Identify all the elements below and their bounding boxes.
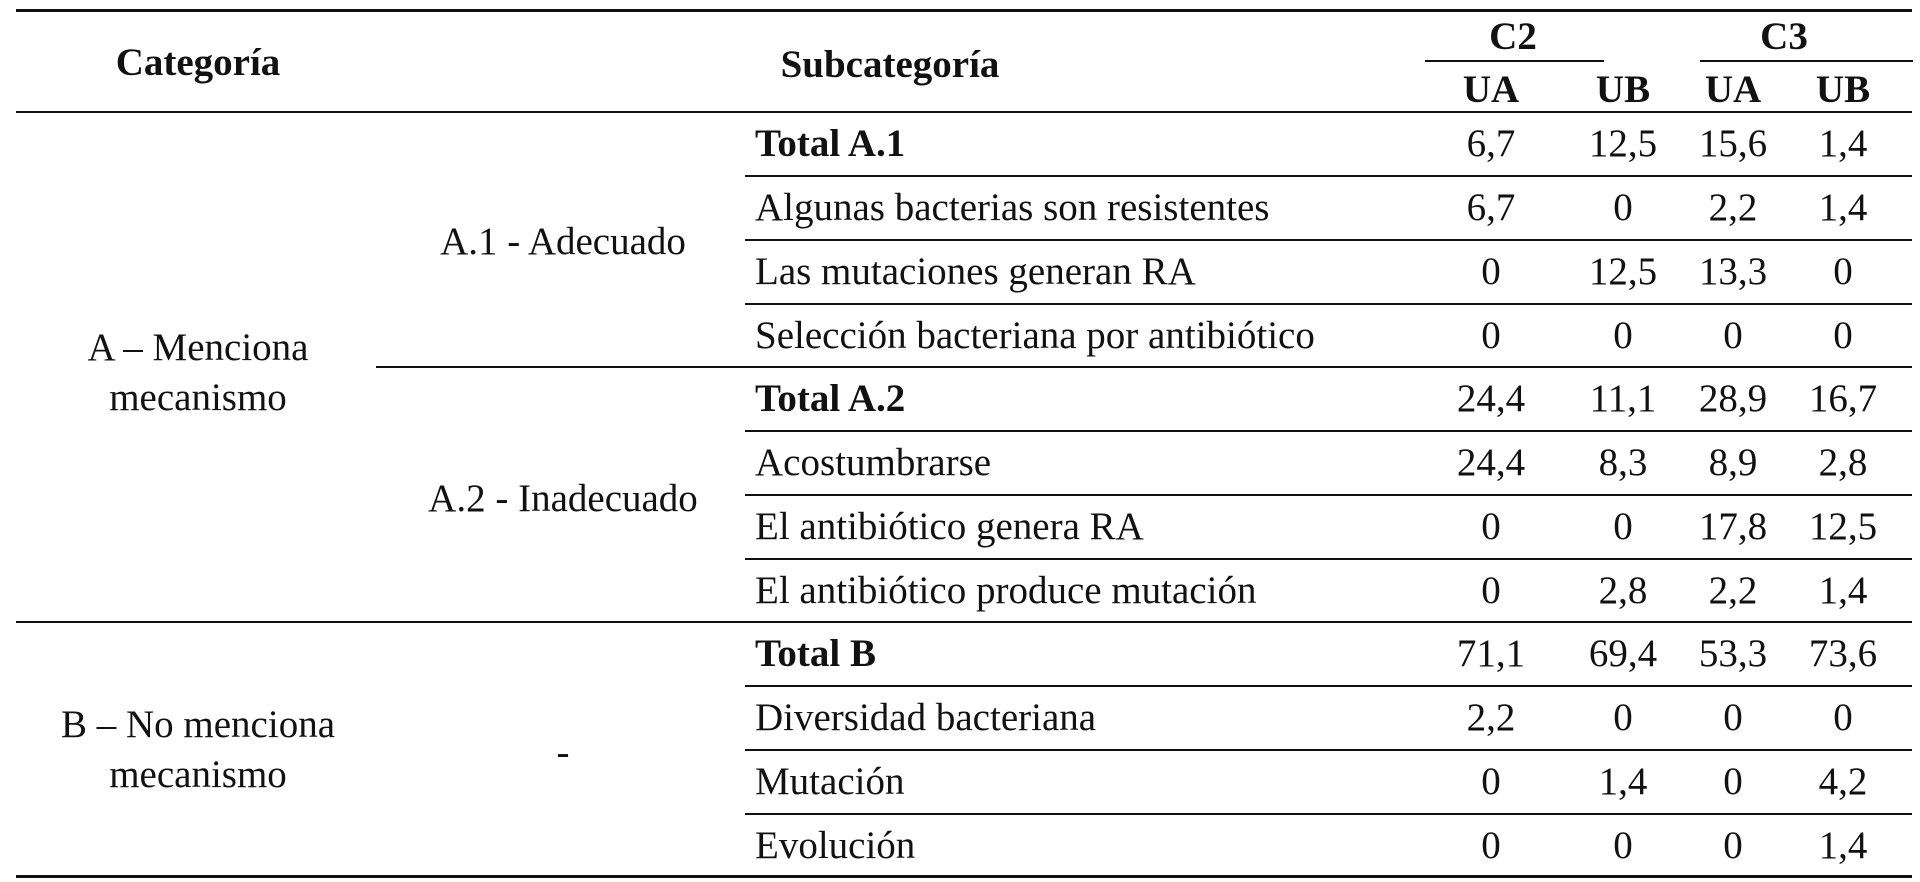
subgroup-a2-label: A.2 - Inadecuado — [428, 477, 698, 520]
cell-value: 0 — [1481, 824, 1501, 867]
cell-value: 1,4 — [1818, 569, 1868, 612]
cell-value: 11,1 — [1589, 377, 1657, 420]
cell-value: 0 — [1481, 314, 1501, 357]
cell-value: 0 — [1723, 760, 1743, 803]
bottom-rule — [16, 875, 1912, 878]
cell-value: 2,8 — [1818, 441, 1868, 484]
cell-value: 69,4 — [1588, 632, 1658, 675]
cell-value: 0 — [1613, 505, 1633, 548]
cell-value: 28,9 — [1698, 377, 1768, 420]
row-divider — [745, 749, 1912, 751]
row-label: Total A.1 — [755, 122, 906, 165]
cell-value: 13,3 — [1698, 250, 1768, 293]
cell-value: 0 — [1613, 314, 1633, 357]
cell-value: 0 — [1613, 696, 1633, 739]
cell-value: 2,2 — [1708, 569, 1758, 612]
category-divider — [16, 621, 1912, 623]
header-categoria: Categoría — [115, 41, 281, 84]
cell-value: 0 — [1723, 696, 1743, 739]
cell-value: 12,5 — [1808, 505, 1878, 548]
cell-value: 53,3 — [1698, 632, 1768, 675]
cell-value: 16,7 — [1808, 377, 1878, 420]
c2-group-rule — [1425, 60, 1604, 62]
category-b-line2: mecanismo — [109, 753, 287, 796]
header-group-c2: C2 — [1489, 15, 1537, 58]
cell-value: 12,5 — [1588, 122, 1658, 165]
cell-value: 0 — [1613, 824, 1633, 867]
row-label: Evolución — [755, 824, 916, 867]
cell-value: 0 — [1833, 250, 1853, 293]
row-divider — [745, 239, 1912, 241]
category-b-label — [61, 700, 335, 800]
header-column-c3-ub: UB — [1815, 68, 1871, 111]
cell-value: 15,6 — [1698, 122, 1768, 165]
top-rule — [16, 9, 1912, 12]
cell-value: 17,8 — [1698, 505, 1768, 548]
row-divider — [745, 685, 1912, 687]
cell-value: 8,9 — [1708, 441, 1758, 484]
row-label: Total B — [755, 632, 877, 675]
cell-value: 0 — [1481, 760, 1501, 803]
cell-value: 1,4 — [1818, 122, 1868, 165]
row-divider — [745, 303, 1912, 305]
cell-value: 4,2 — [1818, 760, 1868, 803]
header-subcategoria: Subcategoría — [780, 43, 1000, 86]
cell-value: 0 — [1481, 250, 1501, 293]
header-column-c2-ua: UA — [1462, 68, 1520, 111]
row-label: Total A.2 — [755, 377, 906, 420]
cell-value: 0 — [1613, 186, 1633, 229]
row-divider — [745, 813, 1912, 815]
row-divider — [745, 430, 1912, 432]
row-label: El antibiótico produce mutación — [755, 569, 1257, 612]
cell-value: 2,2 — [1466, 696, 1516, 739]
cell-value: 24,4 — [1456, 441, 1526, 484]
row-label: Mutación — [755, 760, 905, 803]
subgroup-a1-label: A.1 - Adecuado — [440, 220, 686, 263]
cell-value: 1,4 — [1598, 760, 1648, 803]
row-divider — [745, 175, 1912, 177]
category-a-line1: A – Menciona — [87, 326, 309, 369]
row-label: Acostumbrarse — [755, 441, 992, 484]
cell-value: 0 — [1481, 505, 1501, 548]
subgroup-divider — [376, 366, 1912, 368]
header-column-c2-ub: UB — [1595, 68, 1651, 111]
cell-value: 0 — [1833, 314, 1853, 357]
cell-value: 12,5 — [1588, 250, 1658, 293]
cell-value: 0 — [1723, 824, 1743, 867]
row-divider — [745, 558, 1912, 560]
header-bottom-rule — [16, 111, 1912, 113]
category-a-line2: mecanismo — [109, 376, 287, 419]
cell-value: 2,8 — [1598, 569, 1648, 612]
row-label: Las mutaciones generan RA — [755, 250, 1196, 293]
header-column-c3-ua: UA — [1704, 68, 1762, 111]
category-a-label — [88, 323, 309, 423]
c3-group-rule — [1700, 60, 1913, 62]
row-label: Diversidad bacteriana — [755, 696, 1097, 739]
row-divider — [745, 494, 1912, 496]
cell-value: 8,3 — [1598, 441, 1648, 484]
cell-value: 2,2 — [1708, 186, 1758, 229]
cell-value: 6,7 — [1466, 186, 1516, 229]
row-label: El antibiótico genera RA — [755, 505, 1144, 548]
row-label: Algunas bacterias son resistentes — [755, 186, 1270, 229]
cell-value: 1,4 — [1818, 186, 1868, 229]
cell-value: 71,1 — [1456, 632, 1526, 675]
cell-value: 1,4 — [1818, 824, 1868, 867]
header-group-c3: C3 — [1760, 15, 1808, 58]
row-label: Selección bacteriana por antibiótico — [755, 314, 1315, 357]
cell-value: 6,7 — [1466, 122, 1516, 165]
category-b-line1: B – No menciona — [60, 703, 336, 746]
cell-value: 0 — [1833, 696, 1853, 739]
subgroup-b-label: - — [556, 731, 570, 774]
cell-value: 0 — [1481, 569, 1501, 612]
cell-value: 0 — [1723, 314, 1743, 357]
cell-value: 73,6 — [1808, 632, 1878, 675]
cell-value: 24,4 — [1456, 377, 1526, 420]
